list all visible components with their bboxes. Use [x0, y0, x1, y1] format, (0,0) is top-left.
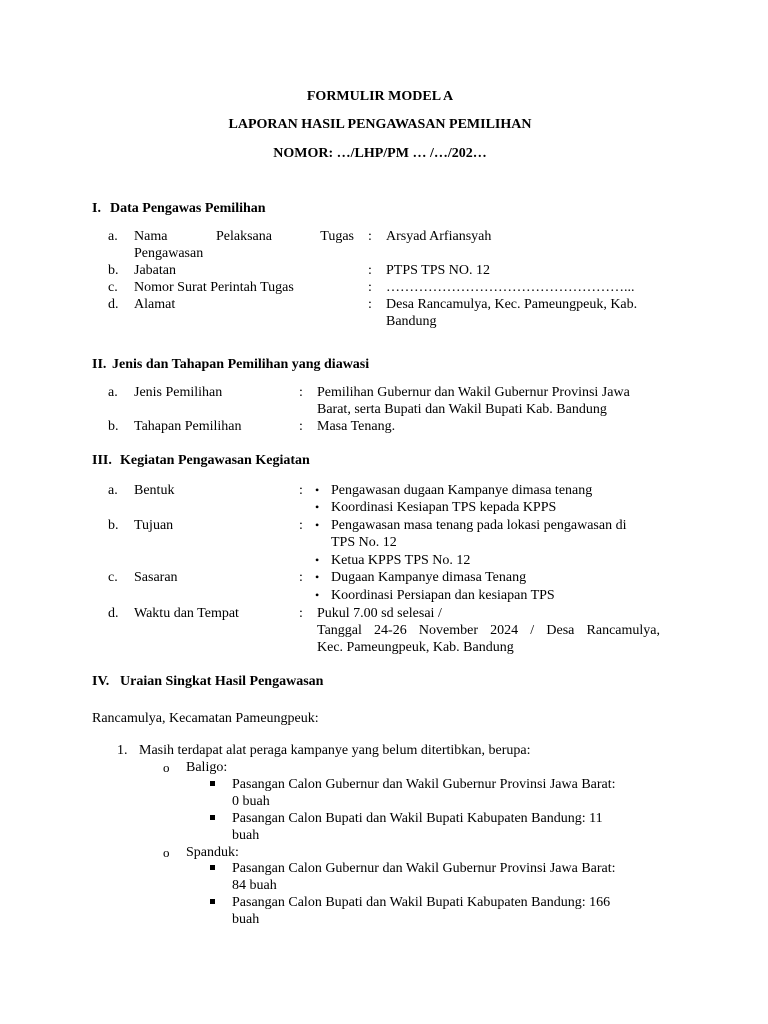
colon: :	[368, 297, 372, 312]
colon: :	[299, 419, 303, 434]
tujuan-item: Pengawasan masa tenang pada lokasi pengawasan di	[331, 518, 627, 533]
row-letter: c.	[108, 570, 118, 585]
colon: :	[368, 280, 372, 295]
bullet-icon: •	[315, 518, 320, 532]
value-tanggal-tempat: Tanggal 24-26 November 2024 / Desa Rancamulya,	[317, 623, 660, 638]
circle-bullet-icon: o	[163, 760, 170, 775]
label-tahapan: Tahapan Pemilihan	[134, 419, 242, 434]
form-title: FORMULIR MODEL A	[306, 89, 454, 104]
sasaran-item: Dugaan Kampanye dimasa Tenang	[331, 570, 527, 585]
colon: :	[299, 385, 303, 400]
section-3-number: III.	[92, 453, 112, 468]
spanduk-entry-count: buah	[232, 912, 260, 927]
row-letter: a.	[108, 385, 118, 400]
spanduk-entry-count: 84 buah	[232, 878, 277, 893]
bullet-icon: •	[315, 570, 320, 584]
label-nomor-surat: Nomor Surat Perintah Tugas	[134, 280, 294, 295]
spanduk-entry: Pasangan Calon Gubernur dan Wakil Gubernur Provinsi Jawa Barat:	[232, 861, 616, 876]
section-4-number: IV.	[92, 674, 110, 689]
value-nama: Arsyad Arfiansyah	[386, 229, 492, 244]
bullet-icon: •	[315, 588, 320, 602]
colon: :	[368, 229, 372, 244]
bullet-icon: •	[315, 483, 320, 497]
value-alamat-cont: Bandung	[386, 314, 437, 329]
value-tahapan: Masa Tenang.	[317, 419, 396, 434]
row-letter: d.	[108, 297, 119, 312]
row-letter: b.	[108, 263, 119, 278]
section-2-number: II.	[92, 357, 107, 372]
colon: :	[299, 606, 303, 621]
row-letter: b.	[108, 518, 119, 533]
section-1-number: I.	[92, 201, 101, 216]
group-label-spanduk: Spanduk:	[186, 845, 239, 860]
intro-text: Rancamulya, Kecamatan Pameungpeuk:	[92, 711, 319, 726]
square-bullet-icon	[210, 781, 215, 786]
report-title: LAPORAN HASIL PENGAWASAN PEMILIHAN	[228, 117, 532, 132]
spanduk-entry: Pasangan Calon Bupati dan Wakil Bupati Kabupaten Bandung: 166	[232, 895, 611, 910]
value-jenis-pemilihan: Pemilihan Gubernur dan Wakil Gubernur Provinsi Jawa	[317, 385, 630, 400]
square-bullet-icon	[210, 815, 215, 820]
sasaran-item: Koordinasi Persiapan dan kesiapan TPS	[331, 588, 555, 603]
label-sasaran: Sasaran	[134, 570, 178, 585]
square-bullet-icon	[210, 899, 215, 904]
value-waktu: Pukul 7.00 sd selesai /	[317, 606, 442, 621]
tujuan-item-cont: TPS No. 12	[331, 535, 397, 550]
label-jenis-pemilihan: Jenis Pemilihan	[134, 385, 223, 400]
row-letter: a.	[108, 483, 118, 498]
row-letter: b.	[108, 419, 119, 434]
section-4-title: Uraian Singkat Hasil Pengawasan	[120, 674, 324, 689]
bentuk-item: Koordinasi Kesiapan TPS kepada KPPS	[331, 500, 557, 515]
group-label-baligo: Baligo:	[186, 760, 228, 775]
value-nomor-surat: ……………………………………………...	[386, 280, 635, 295]
colon: :	[368, 263, 372, 278]
value-jenis-pemilihan-cont: Barat, serta Bupati dan Wakil Bupati Kab. Bandung	[317, 402, 607, 417]
row-letter: a.	[108, 229, 118, 244]
bullet-icon: •	[315, 553, 320, 567]
colon: :	[299, 570, 303, 585]
list-number: 1.	[117, 743, 128, 758]
value-tempat-cont: Kec. Pameungpeuk, Kab. Bandung	[317, 640, 514, 655]
section-1-title: Data Pengawas Pemilihan	[110, 201, 266, 216]
value-jabatan: PTPS TPS NO. 12	[386, 263, 491, 278]
label-nama-pelaksana: Nama Pelaksana Tugas	[134, 229, 354, 244]
row-letter: c.	[108, 280, 118, 295]
colon: :	[299, 483, 303, 498]
list-item-text: Masih terdapat alat peraga kampanye yang belum ditertibkan, berupa:	[139, 743, 531, 758]
row-letter: d.	[108, 606, 119, 621]
colon: :	[299, 518, 303, 533]
value-alamat: Desa Rancamulya, Kec. Pameungpeuk, Kab.	[386, 297, 638, 312]
label-bentuk: Bentuk	[134, 483, 175, 498]
label-alamat: Alamat	[134, 297, 176, 312]
section-2-title: Jenis dan Tahapan Pemilihan yang diawasi	[112, 357, 370, 372]
baligo-entry: Pasangan Calon Bupati dan Wakil Bupati Kabupaten Bandung: 11	[232, 811, 603, 826]
report-number: NOMOR: …/LHP/PM … /…/202…	[273, 146, 487, 161]
section-3-title: Kegiatan Pengawasan Kegiatan	[120, 453, 310, 468]
baligo-entry-count: 0 buah	[232, 794, 270, 809]
bullet-icon: •	[315, 500, 320, 514]
label-waktu-tempat: Waktu dan Tempat	[134, 606, 239, 621]
label-tujuan: Tujuan	[134, 518, 174, 533]
baligo-entry: Pasangan Calon Gubernur dan Wakil Gubernur Provinsi Jawa Barat:	[232, 777, 616, 792]
bentuk-item: Pengawasan dugaan Kampanye dimasa tenang	[331, 483, 593, 498]
tujuan-item: Ketua KPPS TPS No. 12	[331, 553, 471, 568]
square-bullet-icon	[210, 865, 215, 870]
baligo-entry-count: buah	[232, 828, 260, 843]
label-nama-pelaksana-cont: Pengawasan	[134, 246, 204, 261]
label-jabatan: Jabatan	[134, 263, 176, 278]
circle-bullet-icon: o	[163, 845, 170, 860]
